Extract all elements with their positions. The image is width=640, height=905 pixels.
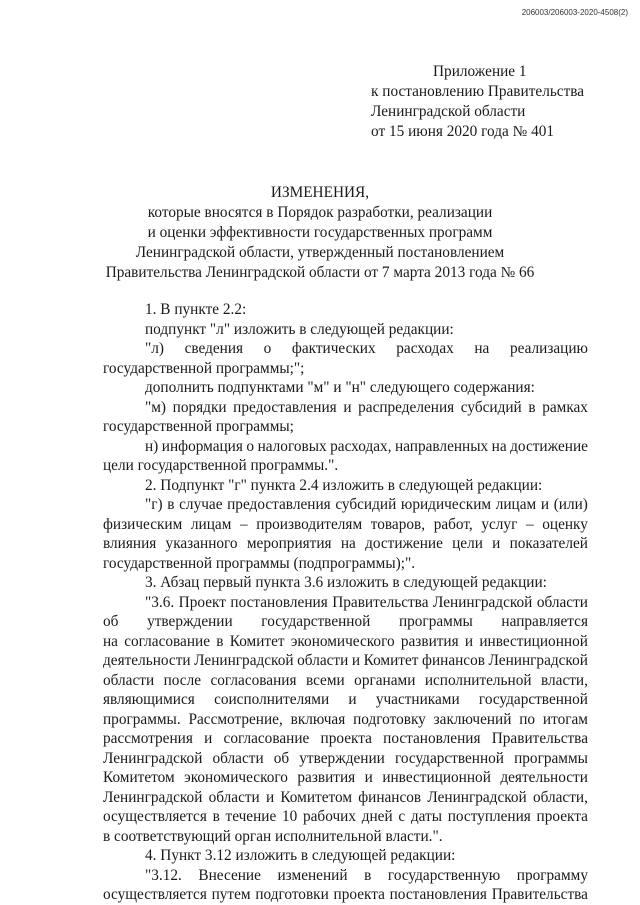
word: на xyxy=(491,437,507,455)
body-line xyxy=(103,788,588,808)
heading-line: Правительства Ленинградской области от 7 марта 2013 года № 66 xyxy=(105,264,535,281)
body-line xyxy=(103,807,588,827)
word: и xyxy=(348,691,357,708)
word: "3.6. xyxy=(145,593,175,611)
word: программы. xyxy=(103,710,181,728)
word: юридическим xyxy=(400,496,492,513)
word: в xyxy=(216,632,224,650)
word: реализацию xyxy=(509,340,588,357)
word: оценку xyxy=(542,515,588,533)
body-line xyxy=(103,437,588,457)
word: налоговых xyxy=(257,437,327,455)
word: и xyxy=(464,632,474,650)
word: Ленинградской xyxy=(427,788,527,806)
word: рабочих xyxy=(302,808,356,825)
word: об xyxy=(273,749,290,767)
word: государственной xyxy=(478,691,588,708)
word: программы xyxy=(514,749,588,767)
word: рамках xyxy=(542,398,588,416)
appendix-line: Приложение 1 xyxy=(433,63,527,80)
body-line xyxy=(103,671,588,691)
body-line: подпункт "л" изложить в следующей редакции: xyxy=(145,320,454,338)
word: Ленинградской xyxy=(432,593,533,611)
word: рассмотрения xyxy=(103,730,193,747)
word: деятельности xyxy=(103,652,191,669)
word: товаров, xyxy=(370,515,426,533)
word: даты xyxy=(410,808,442,825)
word: области xyxy=(536,593,588,611)
word: Комитет xyxy=(229,632,285,650)
body-line: дополнить подпунктами "м" и "н" следующего содержания: xyxy=(145,379,535,396)
word: и xyxy=(492,535,501,552)
appendix-line: от 15 июня 2020 года № 401 xyxy=(371,123,555,140)
word: распределения xyxy=(358,398,455,416)
word: работ, xyxy=(433,515,473,533)
appendix-line: к постановлению Правительства xyxy=(371,83,585,100)
word: путем xyxy=(211,886,251,903)
word: и xyxy=(343,398,352,416)
word: инвестиционной xyxy=(479,632,588,650)
word: проекта xyxy=(333,886,385,903)
word: – xyxy=(240,515,248,533)
word: постановления xyxy=(383,730,481,747)
word: Комитетом xyxy=(280,788,353,806)
word: на xyxy=(340,535,356,552)
word: программу xyxy=(516,866,588,884)
body-line: 1. В пункте 2.2: xyxy=(145,301,247,318)
word: Комитетом xyxy=(103,769,175,786)
word: услуг xyxy=(481,515,518,533)
word: Ленинградской xyxy=(103,788,203,806)
body-line xyxy=(103,690,588,710)
word: поступления xyxy=(447,808,531,825)
word: и xyxy=(540,496,550,513)
word: порядки xyxy=(172,398,227,416)
word: Комитет xyxy=(363,652,419,669)
word: цели xyxy=(452,535,483,552)
heading-line: Ленинградской области, утвержденный постановлением xyxy=(135,244,505,261)
word: предоставления xyxy=(233,398,337,416)
word: Рассмотрение, xyxy=(188,710,283,728)
document-body xyxy=(103,300,588,905)
word: о xyxy=(263,340,272,357)
word: участниками xyxy=(375,691,460,708)
word: с xyxy=(398,808,406,825)
word: подготовку xyxy=(353,710,426,728)
body-line xyxy=(103,339,588,359)
word: и xyxy=(265,788,275,806)
word: фактических xyxy=(291,340,376,357)
word: (или) xyxy=(553,496,588,513)
word: на xyxy=(474,340,490,357)
word: "г) xyxy=(145,496,163,513)
word: случае xyxy=(179,496,223,513)
word: Проект xyxy=(178,593,226,611)
body-line: государственной программы (подпрограммы);". xyxy=(103,554,416,572)
word: направляется xyxy=(501,613,588,630)
body-line xyxy=(103,632,588,652)
appendix-line: Ленинградской области xyxy=(371,103,526,120)
word: указанного xyxy=(165,535,238,552)
document-heading xyxy=(40,183,600,283)
body-line xyxy=(103,515,588,535)
word: влияния xyxy=(103,535,157,552)
word: 10 xyxy=(281,808,298,825)
word: подготовки xyxy=(255,886,329,903)
word: Ленинградской xyxy=(103,749,203,767)
word: деятельности xyxy=(500,769,588,786)
body-line: 2. Подпункт "г" пункта 2.4 изложить в следующей редакции: xyxy=(145,476,543,494)
word: Внесение xyxy=(198,866,261,884)
word: развития xyxy=(297,769,356,786)
word: являющимися xyxy=(103,691,195,708)
document-id: 206003/206003-2020-4508(2) xyxy=(521,8,628,17)
word: по xyxy=(519,710,536,728)
body-line xyxy=(103,593,588,613)
word: постановления xyxy=(389,886,487,903)
word: соисполнителями xyxy=(214,691,330,708)
word: производителям xyxy=(256,515,363,533)
body-line xyxy=(103,534,588,554)
word: органами xyxy=(354,671,416,689)
word: финансов xyxy=(358,788,422,806)
word: области xyxy=(297,652,349,669)
word: государственной xyxy=(261,613,371,630)
word: Ленинградской xyxy=(194,652,294,669)
word: после xyxy=(163,671,202,689)
word: об xyxy=(103,613,119,630)
word: области xyxy=(103,671,155,689)
word: н) xyxy=(145,437,159,455)
word: Ленинградской xyxy=(488,652,588,669)
word: в xyxy=(212,808,220,825)
word: постановления xyxy=(230,593,328,611)
body-line xyxy=(103,729,588,749)
word: физическим xyxy=(103,515,183,533)
word: "л) xyxy=(145,340,164,357)
body-line xyxy=(103,710,588,730)
word: "м) xyxy=(145,398,167,416)
word: заключений xyxy=(433,710,512,728)
word: проекта xyxy=(320,730,372,747)
word: и xyxy=(364,769,373,786)
body-line xyxy=(103,398,588,418)
word: расходах, xyxy=(330,437,392,455)
word: государственной xyxy=(394,749,504,767)
word: согласование xyxy=(124,632,211,650)
word: предоставления xyxy=(227,496,331,513)
word: направленных xyxy=(395,437,489,455)
word: согласования xyxy=(210,671,297,689)
word: достижение xyxy=(510,437,588,455)
body-line xyxy=(103,612,588,632)
word: и xyxy=(351,652,361,669)
word: дней xyxy=(361,808,393,825)
word: расходах xyxy=(396,340,454,357)
word: о xyxy=(246,437,255,455)
body-line xyxy=(103,768,588,788)
word: включая xyxy=(290,710,346,728)
word: экономического xyxy=(290,632,395,650)
word: инвестиционной xyxy=(382,769,491,786)
word: информация xyxy=(161,437,243,455)
word: в xyxy=(528,398,536,416)
heading-line: и оценки эффективности государственных программ xyxy=(147,224,493,241)
word: финансов xyxy=(422,652,485,669)
word: программы xyxy=(398,613,473,630)
word: области xyxy=(208,788,260,806)
word: исполнительной xyxy=(424,671,532,689)
word: в xyxy=(167,496,175,513)
word: Правительства xyxy=(491,886,588,903)
heading-title: ИЗМЕНЕНИЯ, xyxy=(270,184,370,201)
body-line: цели государственной программы.". xyxy=(103,457,339,474)
body-line xyxy=(103,749,588,769)
body-line xyxy=(103,495,588,515)
word: власти, xyxy=(541,671,588,689)
word: итогам xyxy=(542,710,588,728)
word: субсидий xyxy=(460,398,522,416)
word: государственную xyxy=(387,866,501,884)
body-line xyxy=(103,651,588,671)
word: сведения xyxy=(184,340,244,357)
body-line: государственной программы;"; xyxy=(103,359,305,377)
word: осуществляется xyxy=(103,886,207,903)
body-line: 4. Пункт 3.12 изложить в следующей редакции: xyxy=(145,847,456,864)
word: осуществляется xyxy=(103,808,207,825)
word: субсидий xyxy=(335,496,397,513)
word: мероприятия xyxy=(246,535,332,552)
word: области, xyxy=(532,788,588,806)
word: проекта xyxy=(536,808,588,825)
word: лицам xyxy=(495,496,537,513)
heading-line: которые вносятся в Порядок разработки, реализации xyxy=(147,204,493,221)
appendix-block xyxy=(371,62,621,142)
word: развития xyxy=(400,632,459,650)
word: достижение xyxy=(365,535,443,552)
word: экономического xyxy=(184,769,288,786)
body-line xyxy=(103,866,588,886)
word: показателей xyxy=(509,535,588,552)
word: течение xyxy=(225,808,277,825)
word: лицам xyxy=(190,515,232,533)
word: – xyxy=(525,515,534,533)
word: и xyxy=(204,730,213,747)
word: на xyxy=(103,632,118,650)
word: всеми xyxy=(305,671,345,689)
word: утверждении xyxy=(299,749,385,767)
word: в xyxy=(364,866,372,884)
word: области xyxy=(212,749,264,767)
word: утверждении xyxy=(147,613,233,630)
word: Правительства xyxy=(491,730,588,747)
word: "3.12. xyxy=(145,866,182,884)
word: Правительства xyxy=(332,593,429,611)
word: согласование xyxy=(223,730,310,747)
word: изменений xyxy=(277,866,348,884)
body-line: государственной программы; xyxy=(103,418,294,435)
body-line: 3. Абзац первый пункта 3.6 изложить в следующей редакции: xyxy=(145,574,547,591)
body-line: в соответствующий орган исполнительной власти.". xyxy=(103,827,443,845)
